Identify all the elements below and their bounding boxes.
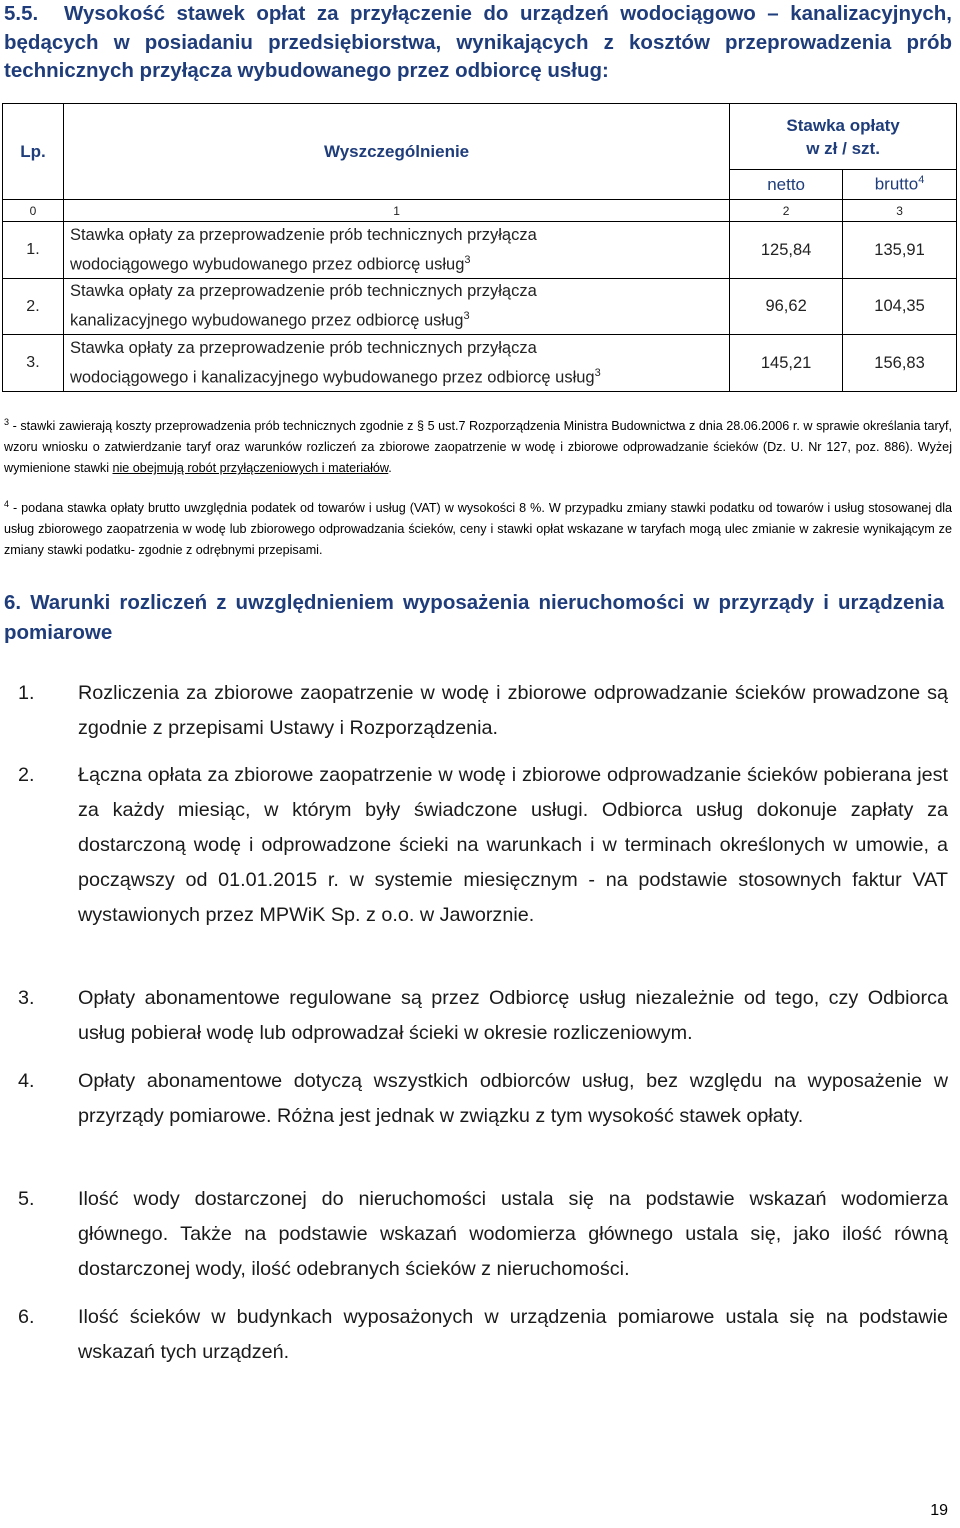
row-description-line1: Stawka opłaty za przeprowadzenie prób technicznych przyłącza (69, 282, 537, 301)
row-footnote-mark: 3 (463, 310, 470, 323)
list-item-number: 4. (18, 1070, 35, 1092)
list-item-text: Łączna opłata za zbiorowe zaopatrzenie w wodę i zbiorowe odprowadzanie ścieków pobierana jest za każdy miesiąc, w którym były świadczone usługi. Odbiorca usług dokonuje zapłaty za dostarczoną wodę i odprowadzone ścieki na warunkach i w terminach określonych w umowie, a począwszy od 01.01.2015 r. w systemie miesięcznym - na podstawie stosownych faktur VAT wystawionych przez MPWiK Sp. z o.o. w Jaworznie. (78, 764, 948, 926)
row-description-line1: Stawka opłaty za przeprowadzenie prób technicznych przyłącza (69, 225, 537, 244)
row-description (63, 279, 729, 335)
footnote-4-mark: 4 (4, 499, 10, 509)
header-brutto-footnote: 4 (918, 174, 925, 187)
section-6-number: 6. (4, 591, 22, 614)
section-title: Wysokość stawek opłat za przyłączenie do urządzeń wodociągowo – kanalizacyjnych, będących w posiadaniu przedsiębiorstwa, wynikających z kosztów przeprowadzenia prób technicznych przyłącza wybudowanego przez odbiorcę usług: (4, 2, 952, 82)
row-lp: 1. (3, 222, 64, 279)
footnote-3-mark: 3 (4, 417, 10, 427)
row-description-text: kanalizacyjnego wybudowanego przez odbiorcę usług (69, 311, 464, 330)
row-footnote-mark: 3 (464, 253, 471, 266)
footnote-3-text: - stawki zawierają koszty przeprowadzenia prób technicznych zgodnie z § 5 ust.7 Rozporządzenia Ministra Budownictwa z dnia 28.06.2006 r. w sprawie określania taryf, wzoru wniosku o zatwierdzanie taryf oraz warunków rozliczeń za zbiorowe zaopatrzenie w wodę i zbiorowe odprowadzanie ścieków (Dz. U. Nr 127, poz. 886). Wyżej wymienione stawki (4, 419, 952, 476)
row-description-text: wodociągowego i kanalizacyjnego wybudowanego przez odbiorcę usług (69, 368, 595, 387)
row-brutto: 156,83 (843, 335, 957, 392)
list-item-text: Ilość wody dostarczonej do nieruchomości ustala się na podstawie wskazań wodomierza głównego. Także na podstawie wskazań wodomierza głównego ustala się, jako ilość równą dostarczonej wody, ilość odebranych ścieków z nieruchomości. (78, 1188, 948, 1280)
row-description (63, 222, 729, 279)
list-item-text: Rozliczenia za zbiorowe zaopatrzenie w wodę i zbiorowe odprowadzanie ścieków prowadzone są zgodnie z przepisami Ustawy i Rozporządzenia. (78, 682, 948, 739)
row-footnote-mark: 3 (594, 366, 601, 379)
table-row (3, 279, 957, 335)
row-brutto: 135,91 (843, 222, 957, 279)
list-item-number: 5. (18, 1188, 35, 1210)
footnote-3 (4, 412, 952, 479)
header-rate-line2: w zł / szt. (806, 138, 880, 158)
row-description-line2 (70, 361, 729, 391)
list-item-text: Opłaty abonamentowe dotyczą wszystkich odbiorców usług, bez względu na wyposażenie w przyrządy pomiarowe. Różna jest jednak w związku z tym wysokość stawek opłaty. (78, 1070, 948, 1127)
row-netto: 96,62 (730, 279, 843, 335)
footnote-4 (4, 494, 952, 561)
section-6-heading (4, 588, 944, 648)
row-lp: 3. (3, 335, 64, 392)
footnote-3-end: . (388, 461, 392, 476)
table-index-row (3, 200, 957, 222)
header-brutto-label: brutto (874, 174, 919, 194)
list-item-number: 6. (18, 1306, 35, 1328)
row-brutto: 104,35 (843, 279, 957, 335)
row-description-line1: Stawka opłaty za przeprowadzenie prób technicznych przyłącza (69, 338, 537, 357)
section-number: 5.5. (4, 2, 39, 25)
list-item-text: Opłaty abonamentowe regulowane są przez Odbiorcę usług niezależnie od tego, czy Odbiorca usług pobierał wodę lub odprowadzał ścieki w okresie rozliczeniowym. (78, 987, 948, 1044)
table-row (3, 222, 957, 279)
table-header-row (3, 104, 957, 170)
row-description-line2 (70, 248, 729, 278)
section-5-5-heading (4, 0, 952, 86)
header-netto: netto (730, 170, 843, 200)
footnote-4-text: - podana stawka opłaty brutto uwzględnia podatek od towarów i usług (VAT) w wysokości 8 %. W przypadku zmiany stawki podatku od towarów i usług stosowanej dla usług zbiorowego zaopatrzenia w wodę lub zbiorowego odprowadzania ścieków, ceny i stawki opłat wskazane w taryfach mogą ulec zmianie w zakresie wynikającym ze zmiany stawki podatku- zgodnie z odrębnymi przepisami. (4, 501, 952, 558)
header-brutto (843, 170, 957, 200)
section-6-title: Warunki rozliczeń z uwzględnieniem wyposażenia nieruchomości w przyrządy i urządzenia pomiarowe (4, 591, 944, 644)
header-description: Wyszczególnienie (63, 104, 729, 200)
list-item-number: 3. (18, 987, 35, 1009)
row-netto: 125,84 (730, 222, 843, 279)
rates-table (2, 103, 957, 392)
header-rate (730, 104, 957, 170)
row-description (63, 335, 729, 392)
index-cell: 2 (730, 200, 843, 222)
header-rate-line1: Stawka opłaty (786, 115, 900, 135)
list-item-number: 1. (18, 682, 35, 704)
row-description-text: wodociągowego wybudowanego przez odbiorcę usług (69, 255, 465, 274)
header-lp: Lp. (3, 104, 64, 200)
index-cell: 0 (3, 200, 64, 222)
page-number: 19 (930, 1502, 948, 1519)
index-cell: 3 (843, 200, 957, 222)
list-item-number: 2. (18, 764, 35, 786)
table-row (3, 335, 957, 392)
row-netto: 145,21 (730, 335, 843, 392)
row-description-line2 (70, 304, 729, 334)
index-cell: 1 (63, 200, 729, 222)
list-item-text: Ilość ścieków w budynkach wyposażonych w urządzenia pomiarowe ustala się na podstawie wskazań tych urządzeń. (78, 1306, 948, 1363)
footnote-3-underlined: nie obejmują robót przyłączeniowych i materiałów (112, 461, 389, 476)
row-lp: 2. (3, 279, 64, 335)
